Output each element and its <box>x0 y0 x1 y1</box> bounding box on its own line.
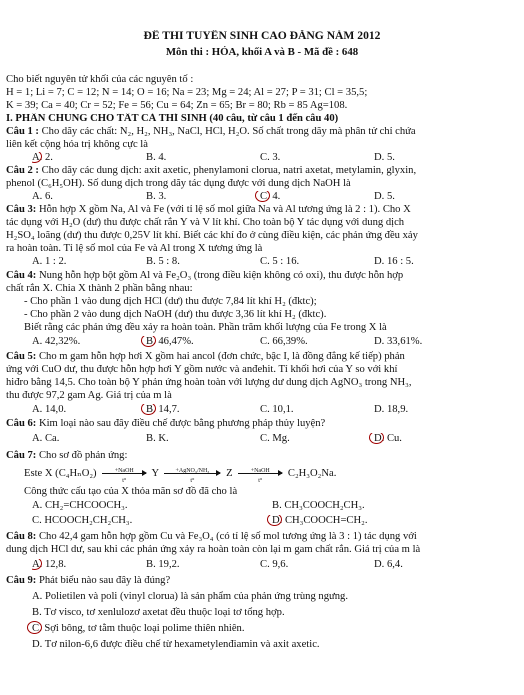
answer-option[interactable]: D. 16 : 5. <box>374 256 414 267</box>
answer-option[interactable]: D. CH₃COOCH=CH₂. <box>272 515 512 527</box>
answer-option[interactable]: C. 4. <box>260 191 374 203</box>
question-9-line1 <box>6 575 520 587</box>
question-8-options <box>32 559 520 571</box>
answer-option[interactable]: C. Mg. <box>260 433 290 444</box>
atomic-masses-line1: H = 1; Li = 7; C = 12; N = 14; O = 16; Na = 23; Mg = 24; Al = 27; P = 31; Cl = 35,5; <box>6 87 368 98</box>
answer-option[interactable]: D. 5. <box>374 191 395 202</box>
question-7-line3: Công thức cấu tạo của X thỏa mãn sơ đồ đã cho là <box>24 486 238 497</box>
answer-option[interactable]: C. Sợi bông, tơ tằm thuộc loại polime thiên nhiên. <box>32 623 520 635</box>
answer-option[interactable]: B. Tơ visco, tơ xenlulozơ axetat đều thuộc loại tơ tổng hợp. <box>32 607 285 618</box>
arrow-icon: +AgNO₃/NH₃ t° <box>164 473 220 474</box>
atomic-intro: Cho biết nguyên tử khối của các nguyên tố : <box>6 74 194 85</box>
question-text: Kim loại nào sau đây điều chế được bằng phương pháp thủy luyện? <box>36 418 326 429</box>
question-4-options <box>32 336 520 348</box>
question-text: Cho dãy các chất: N₂, H₂, NH₃, NaCl, HCl, H₂O. Số chất trong dãy mà phân tử chỉ chứa <box>38 126 416 137</box>
question-2-line1 <box>6 165 520 177</box>
answer-option[interactable]: D. 33,61%. <box>374 336 423 347</box>
answer-option[interactable]: C. HCOOCH₂CH₂CH₃. <box>32 515 133 526</box>
answer-option[interactable]: B. 14,7. <box>146 404 260 416</box>
question-7-options-row1 <box>32 500 520 512</box>
question-1-line1 <box>6 126 520 138</box>
question-label: Câu 4: <box>6 270 37 281</box>
scheme-start: Este X (C₄HₙO₂) <box>24 468 97 479</box>
answer-option[interactable]: A. 12,8. <box>32 559 146 571</box>
exam-subtitle: Môn thi : HÓA, khối A và B - Mã đề : 648 <box>165 46 359 58</box>
question-text: Cho m gam hỗn hợp hơi X gồm hai ancol (đơn chức, bậc I, là đồng đẳng kế tiếp) phản <box>36 351 405 362</box>
arrow-icon: +NaOH t° <box>238 473 282 474</box>
question-5-options <box>32 404 520 416</box>
question-label: Câu 3: <box>6 204 37 215</box>
answer-option[interactable]: D. 18,9. <box>374 404 409 415</box>
question-2-line2: phenol (C₆H₅OH). Số dung dịch trong dãy tác dụng được với dung dịch NaOH là <box>6 178 351 189</box>
answer-option[interactable]: C. 10,1. <box>260 404 294 415</box>
answer-option[interactable]: C. 3. <box>260 152 281 163</box>
question-label: Câu 2 : <box>6 165 39 176</box>
question-label: Câu 8: <box>6 531 37 542</box>
scheme-z: Z <box>226 468 233 479</box>
selected-answer-circle <box>27 621 42 634</box>
question-4-line5: Biết rằng các phản ứng đều xảy ra hoàn toàn. Phần trăm khối lượng của Fe trong X là <box>24 322 387 333</box>
question-7-options-row2 <box>32 515 520 527</box>
answer-option[interactable]: A. Ca. <box>32 433 60 444</box>
question-8-line1 <box>6 531 520 543</box>
question-label: Câu 7: <box>6 450 37 461</box>
question-8-line2: dung dịch HCl dư, sau khi các phản ứng xảy ra hoàn toàn còn lại m gam chất rắn. Giá trị của m là <box>6 544 421 555</box>
question-text: Nung hỗn hợp bột gồm Al và Fe₂O₃ (trong điều kiện không có oxi), thu được hỗn hợp <box>36 270 404 281</box>
answer-option[interactable]: C. 5 : 16. <box>260 256 300 267</box>
question-4-line1 <box>6 270 520 282</box>
reaction-scheme <box>24 468 520 485</box>
atomic-masses-line2: K = 39; Ca = 40; Cr = 52; Fe = 56; Cu = 64; Zn = 65; Br = 80; Rb = 85 Ag=108. <box>6 100 348 111</box>
question-4-part1: - Cho phần 1 vào dung dịch HCl (dư) thu được 7,84 lít khí H₂ (đktc); <box>24 296 317 307</box>
answer-option[interactable]: B. 4. <box>146 152 167 163</box>
scheme-end: C₂H₃O₂Na. <box>287 468 337 479</box>
answer-option[interactable]: D. 6,4. <box>374 559 403 570</box>
question-label: Câu 6: <box>6 418 37 429</box>
answer-option[interactable]: B. 46,47%. <box>146 336 260 348</box>
question-3-line2: tác dụng với H₂O (dư) thu được chất rắn Y và V lít khí. Cho toàn bộ Y tác dụng với dung dịch <box>6 217 405 228</box>
answer-option[interactable]: A. 2. <box>32 152 146 164</box>
question-text: Cho sơ đồ phản ứng: <box>36 450 128 461</box>
answer-option[interactable]: B. CH₃COOCH₂CH₃. <box>272 500 365 511</box>
question-1-options <box>32 152 520 164</box>
answer-option[interactable]: C. 9,6. <box>260 559 289 570</box>
question-text: Hỗn hợp X gồm Na, Al và Fe (với tỉ lệ số mol giữa Na và Al tương ứng là 2 : 1). Cho X <box>36 204 411 215</box>
question-text: Cho 42,4 gam hỗn hợp gồm Cu và Fe₃O₄ (có tỉ lệ số mol tương ứng là 3 : 1) tác dụng với <box>36 531 417 542</box>
question-label: Câu 5: <box>6 351 37 362</box>
answer-option[interactable]: A. CH₂=CHCOOCH₃. <box>32 500 128 511</box>
question-1-line2: liên kết cộng hóa trị không cực là <box>6 139 148 150</box>
question-7-line1 <box>6 450 520 462</box>
answer-option[interactable]: A. Polietilen và poli (vinyl clorua) là sản phẩm của phản ứng trùng ngưng. <box>32 591 348 602</box>
answer-option[interactable]: B. 5 : 8. <box>146 256 180 267</box>
scheme-y: Y <box>151 468 159 479</box>
answer-option[interactable]: A. 1 : 2. <box>32 256 67 267</box>
arrow-icon: +NaOH t° <box>102 473 146 474</box>
answer-option[interactable]: B. 19,2. <box>146 559 180 570</box>
answer-option[interactable]: A. 6. <box>32 191 53 202</box>
answer-option[interactable]: C. 66,39%. <box>260 336 308 347</box>
question-5-line4: thu được 97,2 gam Ag. Giá trị của m là <box>6 390 172 401</box>
question-6-line1 <box>6 418 520 430</box>
section-heading: I. PHẦN CHUNG CHO TẤT CẢ THÍ SINH (40 câu, từ câu 1 đến câu 40) <box>6 113 339 124</box>
question-5-line2: ứng với CuO dư, thu được hỗn hợp hơi Y gồm nước và anđehit. Tỉ khối hơi của Y so với khí <box>6 364 398 375</box>
question-3-options <box>32 256 520 268</box>
question-5-line1 <box>6 351 520 363</box>
question-3-line3: H₂SO₄ loãng (dư) thu được 0,25V lít khí. Biết các khí đo ở cùng điều kiện, các phản ứng đều xảy <box>6 230 418 241</box>
answer-option[interactable]: A. 42,32%. <box>32 336 81 347</box>
question-text: Phát biểu nào sau đây là đúng? <box>36 575 171 586</box>
answer-option[interactable]: A. 14,0. <box>32 404 67 415</box>
question-4-line2: chất rắn X. Chia X thành 2 phần bằng nhau: <box>6 283 193 294</box>
question-5-line3: hiđro bằng 14,5. Cho toàn bộ Y phản ứng hoàn toàn với lượng dư dung dịch AgNO₃ trong NH₃, <box>6 377 412 388</box>
question-3-line1 <box>6 204 520 216</box>
question-6-options <box>32 433 520 445</box>
question-2-options <box>32 191 520 203</box>
question-3-line4: ra hoàn toàn. Tỉ lệ số mol của Fe và Al trong X tương ứng là <box>6 243 263 254</box>
answer-option[interactable]: B. K. <box>146 433 169 444</box>
question-4-part2: - Cho phần 2 vào dung dịch NaOH (dư) thu được 3,36 lít khí H₂ (đktc). <box>24 309 327 320</box>
answer-option[interactable]: D. 5. <box>374 152 395 163</box>
question-label: Câu 1 : <box>6 126 39 137</box>
answer-option[interactable]: D. Tơ nilon-6,6 được điều chế từ hexametylenđiamin và axit axetic. <box>32 639 320 650</box>
answer-option[interactable]: D. Cu. <box>374 433 488 445</box>
exam-title: ĐỀ THI TUYỂN SINH CAO ĐẲNG NĂM 2012 <box>143 30 381 42</box>
question-label: Câu 9: <box>6 575 37 586</box>
question-text: Cho dãy các dung dịch: axit axetic, phenylamoni clorua, natri axetat, metylamin, glyxin, <box>38 165 417 176</box>
answer-option[interactable]: B. 3. <box>146 191 167 202</box>
